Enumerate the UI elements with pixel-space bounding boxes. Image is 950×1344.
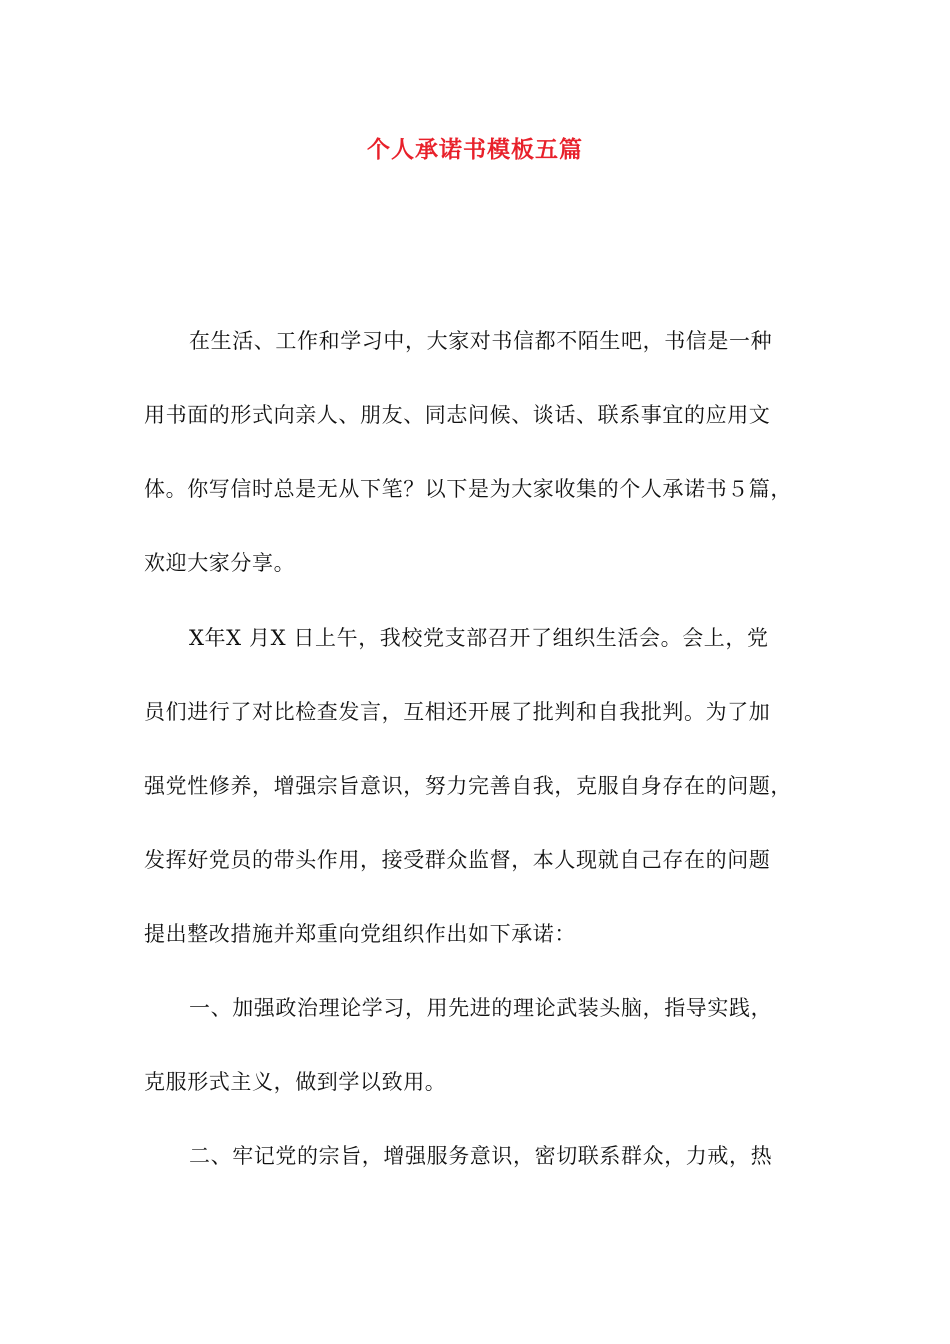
- paragraph-line: 欢迎大家分享。: [144, 551, 296, 575]
- paragraph-line: 提出整改措施并郑重向党组织作出如下承诺：: [144, 922, 576, 946]
- paragraph-line: 一、加强政治理论学习，用先进的理论武装头脑，指导实践，: [189, 996, 773, 1020]
- paragraph-line: 二、牢记党的宗旨，增强服务意识，密切联系群众，力戒，热: [189, 1144, 773, 1168]
- paragraph-line: X年X 月X 日上午，我校党支部召开了组织生活会。会上，党: [189, 626, 769, 650]
- paragraph-line: 体。你写信时总是无从下笔？以下是为大家收集的个人承诺书５篇，: [144, 477, 792, 501]
- paragraph-line: 发挥好党员的带头作用，接受群众监督，本人现就自己存在的问题: [144, 848, 771, 872]
- paragraph-line: 在生活、工作和学习中，大家对书信都不陌生吧，书信是一种: [189, 329, 773, 353]
- paragraph-line: 克服形式主义，做到学以致用。: [144, 1070, 447, 1094]
- document-title: 个人承诺书模板五篇: [367, 136, 583, 163]
- paragraph-line: 员们进行了对比检查发言，互相还开展了批判和自我批判。为了加: [144, 700, 771, 724]
- paragraph-line: 强党性修养，增强宗旨意识，努力完善自我，克服自身存在的问题，: [144, 774, 792, 798]
- paragraph-line: 用书面的形式向亲人、朋友、同志问候、谈话、联系事宜的应用文: [144, 403, 771, 427]
